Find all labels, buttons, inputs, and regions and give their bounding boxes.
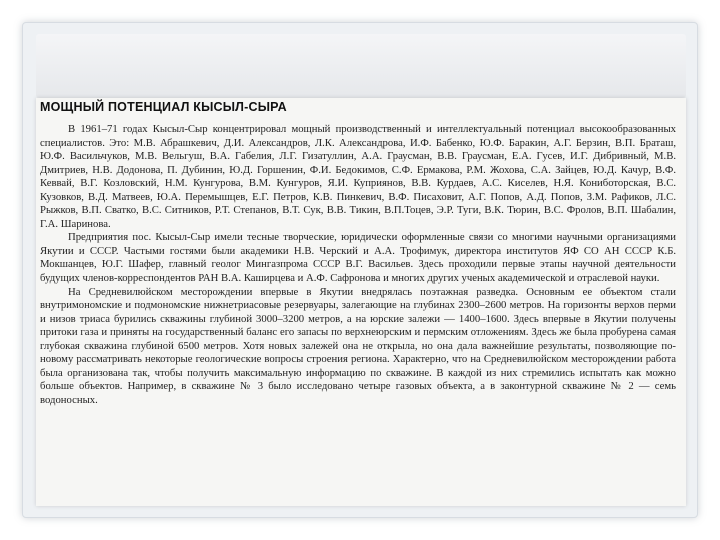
paragraph-science-links: Предприятия пос. Кысыл-Сыр имели тесные творческие, юридически оформленные связи со многими научными организациями Якутии и СССР. Частыми гостями были академики Н.В. Черский и А.А. Трофимук, директора институтов ЯФ СО АН СССР К.Б. Мокшанцев, Ю.Г. Шафер, главный геолог Мингазпрома СССР В.Г. Васильев. Здесь проходили первые этапы научной деятельности будущих членов-корреспондентов РАН В.А. Каширцева и А.Ф. Сафронова и многих других ученых академической и отраслевой науки. <box>40 231 676 285</box>
slide-title-area <box>36 34 686 98</box>
paragraph-exploration: На Средневилюйском месторождении впервые в Якутии внедрялась поэтажная разведка. Основным ее объектом стали внутримономские и подмономские нижнетриасовые резервуары, залегающие на глубинах 2300–2600 метров. На горизонты верхов перми и низов триаса бурились скважины глубиной 3000–3200 метров, а на юрские залежи — 1400–1600. Здесь впервые в Якутии получены притоки газа и приняты на государственный баланс его запасы по верхнеюрским и пермским отложениям. Здесь же была пробурена самая глубокая скважина глубиной 6500 метров. Хотя новых залежей она не открыла, но она дала важнейшие результаты, позволяющие по-новому рассматривать некоторые геологические вопросы строения региона. Характерно, что на Средневилюйском месторождении работа была организована так, чтобы получить максимальную информацию по скважине. В каждой из них стремились испытать как можно больше объектов. Например, в скважине № 3 было исследовано четыре газовых объекта, а в законтурной скважине № 2 — семь водоносных. <box>40 285 676 406</box>
article-heading: МОЩНЫЙ ПОТЕНЦИАЛ КЫСЫЛ-СЫРА <box>40 100 287 114</box>
paragraph-specialists: В 1961–71 годах Кысыл-Сыр концентрировал мощный производственный и интеллектуальный потенциал высокообразованных специалистов. Это: М.В. Абрашкевич, Д.И. Александров, Л.К. Александрова, И.Ф. Бабенко, Ю.Ф. Баракин, А.Г. Берзин, В.П. Браташ, Ю.Ф. Васильчуков, М.В. Вельгуш, В.А. Габелия, Л.Г. Гизатуллин, А.А. Граусман, В.В. Граусман, Е.А. Гусев, И.Г. Дибривный, М.В. Дмитриев, Н.В. Додонова, П. Дубинин, Ю.Д. Горшенин, Ф.И. Бедокимов, С.Ф. Ермакова, Р.М. Жохова, С.А. Зайцев, Ю.Д. Качур, В.Ф. Кеввай, В.Г. Козловский, Н.М. Кунгурова, В.М. Кунгуров, Я.И. Куприянов, В.В. Курдаев, А.С. Киселев, Н.Я. Кониботорская, В.С. Кузовков, В.Д. Матвеев, Ю.А. Перемышцев, Е.Г. Петров, К.В. Пинкевич, В.Ф. Писаховит, А.Г. Попов, А.Д. Попов, З.М. Рафиков, Л.С. Рыжков, В.П. Сватко, В.С. Ситников, Р.Т. Степанов, В.Т. Сук, В.В. Тикин, В.П.Тоцев, Э.Р. Туги, В.К. Тюрин, В.С. Фролов, В.П. Шабалин, Г.А. Шаринова. <box>40 123 676 230</box>
article-body <box>40 123 676 407</box>
